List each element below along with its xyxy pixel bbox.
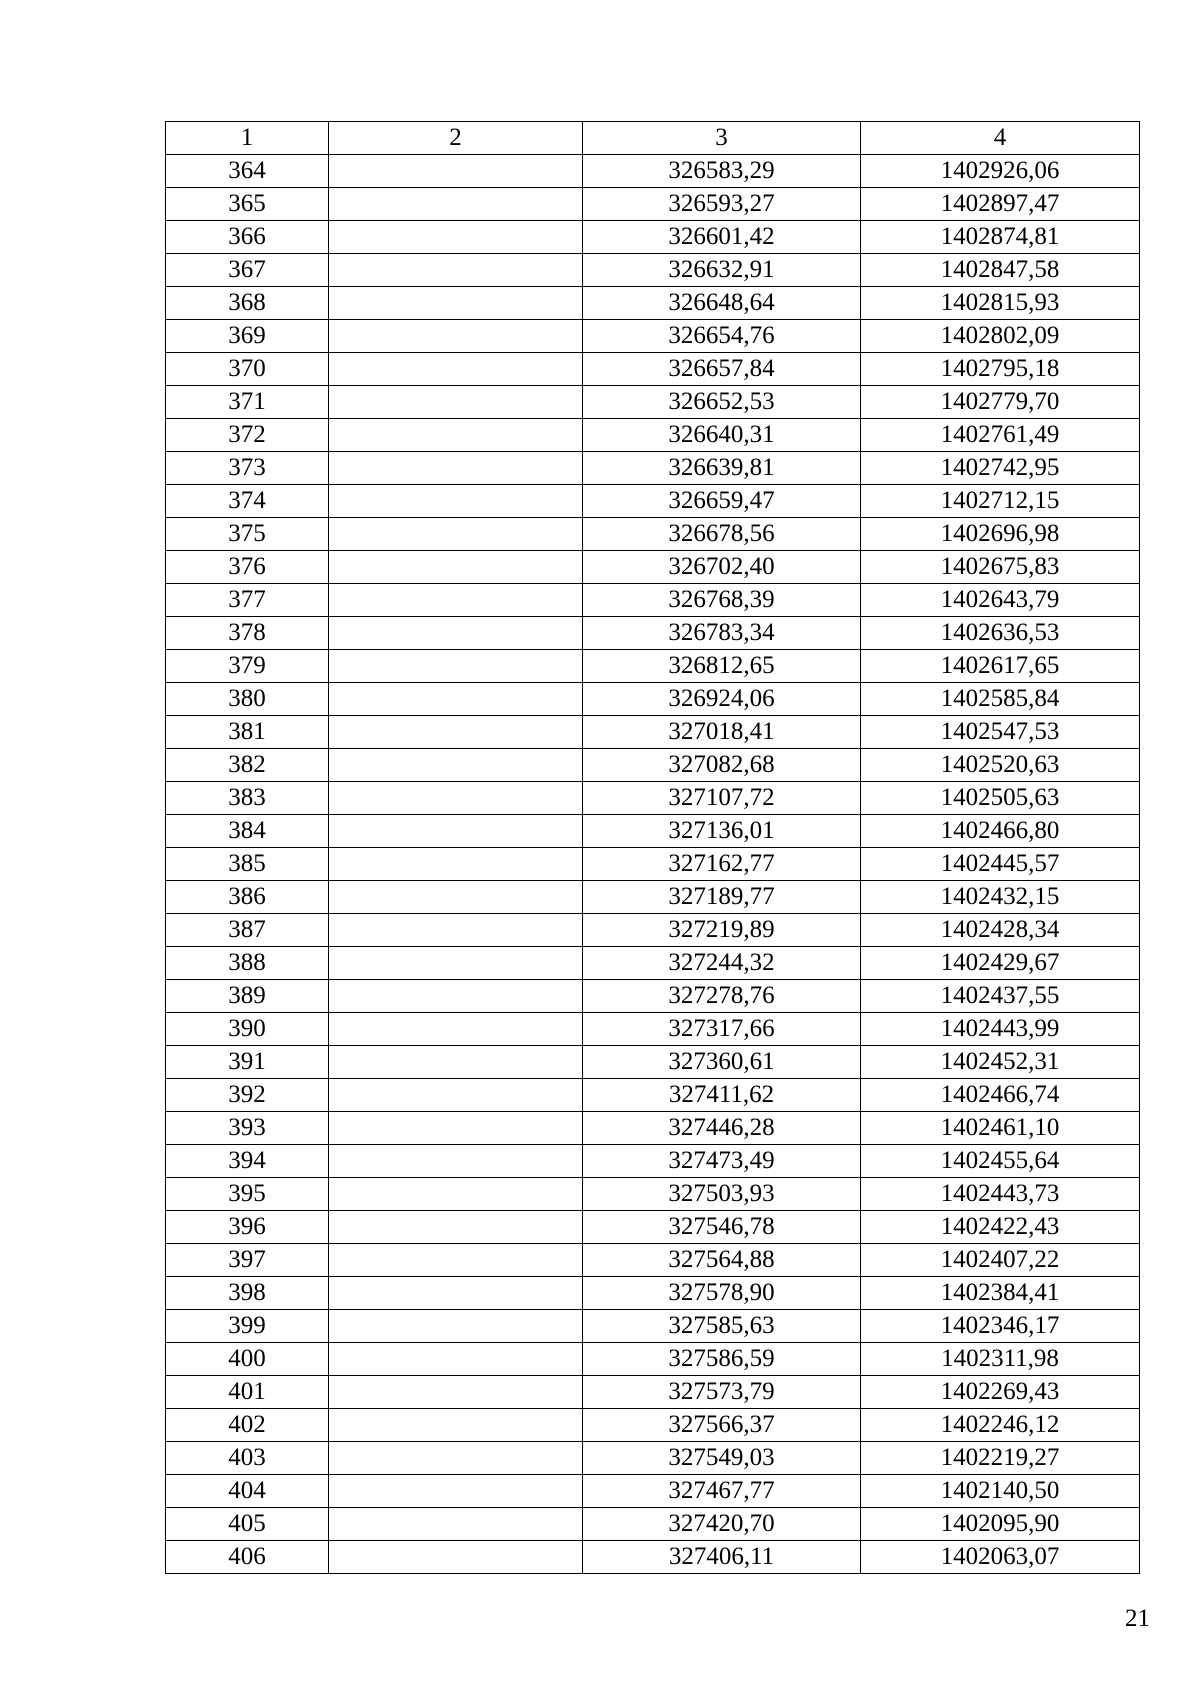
x-coordinate-cell: 327546,78 bbox=[583, 1211, 861, 1244]
x-coordinate-cell: 326640,31 bbox=[583, 419, 861, 452]
x-coordinate-cell: 326783,34 bbox=[583, 617, 861, 650]
description-cell bbox=[329, 1475, 583, 1508]
y-coordinate-cell: 1402461,10 bbox=[861, 1112, 1140, 1145]
description-cell bbox=[329, 914, 583, 947]
point-number-cell: 402 bbox=[166, 1409, 329, 1442]
point-number-cell: 370 bbox=[166, 353, 329, 386]
x-coordinate-cell: 327189,77 bbox=[583, 881, 861, 914]
y-coordinate-cell: 1402874,81 bbox=[861, 221, 1140, 254]
x-coordinate-cell: 326632,91 bbox=[583, 254, 861, 287]
x-coordinate-cell: 326702,40 bbox=[583, 551, 861, 584]
description-cell bbox=[329, 584, 583, 617]
table-row bbox=[166, 1508, 1140, 1541]
point-number-cell: 392 bbox=[166, 1079, 329, 1112]
table-row bbox=[166, 1343, 1140, 1376]
table-row bbox=[166, 584, 1140, 617]
y-coordinate-cell: 1402452,31 bbox=[861, 1046, 1140, 1079]
description-cell bbox=[329, 221, 583, 254]
point-number-cell: 374 bbox=[166, 485, 329, 518]
description-cell bbox=[329, 1376, 583, 1409]
point-number-cell: 400 bbox=[166, 1343, 329, 1376]
y-coordinate-cell: 1402712,15 bbox=[861, 485, 1140, 518]
description-cell bbox=[329, 749, 583, 782]
point-number-cell: 383 bbox=[166, 782, 329, 815]
description-cell bbox=[329, 1145, 583, 1178]
y-coordinate-cell: 1402269,43 bbox=[861, 1376, 1140, 1409]
table-row bbox=[166, 914, 1140, 947]
y-coordinate-cell: 1402443,99 bbox=[861, 1013, 1140, 1046]
table-header bbox=[166, 122, 1140, 155]
y-coordinate-cell: 1402585,84 bbox=[861, 683, 1140, 716]
x-coordinate-cell: 327566,37 bbox=[583, 1409, 861, 1442]
coordinates-table bbox=[165, 121, 1140, 1574]
point-number-cell: 378 bbox=[166, 617, 329, 650]
x-coordinate-cell: 327473,49 bbox=[583, 1145, 861, 1178]
point-number-cell: 381 bbox=[166, 716, 329, 749]
table-row bbox=[166, 1376, 1140, 1409]
table-row bbox=[166, 287, 1140, 320]
point-number-cell: 384 bbox=[166, 815, 329, 848]
description-cell bbox=[329, 386, 583, 419]
description-cell bbox=[329, 1046, 583, 1079]
table-row bbox=[166, 221, 1140, 254]
point-number-cell: 398 bbox=[166, 1277, 329, 1310]
y-coordinate-cell: 1402742,95 bbox=[861, 452, 1140, 485]
x-coordinate-cell: 327564,88 bbox=[583, 1244, 861, 1277]
description-cell bbox=[329, 716, 583, 749]
header-cell-2: 2 bbox=[329, 122, 583, 155]
point-number-cell: 372 bbox=[166, 419, 329, 452]
table-row bbox=[166, 1244, 1140, 1277]
description-cell bbox=[329, 1244, 583, 1277]
description-cell bbox=[329, 485, 583, 518]
point-number-cell: 390 bbox=[166, 1013, 329, 1046]
table-row bbox=[166, 419, 1140, 452]
description-cell bbox=[329, 1343, 583, 1376]
y-coordinate-cell: 1402246,12 bbox=[861, 1409, 1140, 1442]
table-row bbox=[166, 1013, 1140, 1046]
point-number-cell: 368 bbox=[166, 287, 329, 320]
description-cell bbox=[329, 1178, 583, 1211]
description-cell bbox=[329, 188, 583, 221]
x-coordinate-cell: 326657,84 bbox=[583, 353, 861, 386]
x-coordinate-cell: 327420,70 bbox=[583, 1508, 861, 1541]
page-number: 21 bbox=[1125, 1605, 1150, 1632]
description-cell bbox=[329, 1409, 583, 1442]
description-cell bbox=[329, 848, 583, 881]
y-coordinate-cell: 1402547,53 bbox=[861, 716, 1140, 749]
table-row bbox=[166, 518, 1140, 551]
y-coordinate-cell: 1402095,90 bbox=[861, 1508, 1140, 1541]
y-coordinate-cell: 1402520,63 bbox=[861, 749, 1140, 782]
table-row bbox=[166, 1541, 1140, 1574]
description-cell bbox=[329, 1112, 583, 1145]
description-cell bbox=[329, 980, 583, 1013]
x-coordinate-cell: 327549,03 bbox=[583, 1442, 861, 1475]
y-coordinate-cell: 1402455,64 bbox=[861, 1145, 1140, 1178]
table-row bbox=[166, 815, 1140, 848]
x-coordinate-cell: 327244,32 bbox=[583, 947, 861, 980]
header-cell-1: 1 bbox=[166, 122, 329, 155]
table-row bbox=[166, 1277, 1140, 1310]
header-cell-3: 3 bbox=[583, 122, 861, 155]
y-coordinate-cell: 1402617,65 bbox=[861, 650, 1140, 683]
description-cell bbox=[329, 155, 583, 188]
description-cell bbox=[329, 815, 583, 848]
point-number-cell: 379 bbox=[166, 650, 329, 683]
y-coordinate-cell: 1402897,47 bbox=[861, 188, 1140, 221]
x-coordinate-cell: 326648,64 bbox=[583, 287, 861, 320]
point-number-cell: 380 bbox=[166, 683, 329, 716]
y-coordinate-cell: 1402063,07 bbox=[861, 1541, 1140, 1574]
point-number-cell: 367 bbox=[166, 254, 329, 287]
description-cell bbox=[329, 1277, 583, 1310]
table-row bbox=[166, 1310, 1140, 1343]
point-number-cell: 371 bbox=[166, 386, 329, 419]
y-coordinate-cell: 1402696,98 bbox=[861, 518, 1140, 551]
table-row bbox=[166, 749, 1140, 782]
description-cell bbox=[329, 320, 583, 353]
table-row bbox=[166, 1442, 1140, 1475]
table-row bbox=[166, 1145, 1140, 1178]
table-row bbox=[166, 188, 1140, 221]
description-cell bbox=[329, 1508, 583, 1541]
table-row bbox=[166, 716, 1140, 749]
point-number-cell: 386 bbox=[166, 881, 329, 914]
point-number-cell: 404 bbox=[166, 1475, 329, 1508]
description-cell bbox=[329, 254, 583, 287]
table-row bbox=[166, 1475, 1140, 1508]
table-row bbox=[166, 980, 1140, 1013]
point-number-cell: 403 bbox=[166, 1442, 329, 1475]
point-number-cell: 391 bbox=[166, 1046, 329, 1079]
description-cell bbox=[329, 419, 583, 452]
point-number-cell: 387 bbox=[166, 914, 329, 947]
table-row bbox=[166, 1211, 1140, 1244]
point-number-cell: 366 bbox=[166, 221, 329, 254]
description-cell bbox=[329, 947, 583, 980]
point-number-cell: 364 bbox=[166, 155, 329, 188]
x-coordinate-cell: 327219,89 bbox=[583, 914, 861, 947]
header-row bbox=[166, 122, 1140, 155]
x-coordinate-cell: 327317,66 bbox=[583, 1013, 861, 1046]
description-cell bbox=[329, 551, 583, 584]
point-number-cell: 401 bbox=[166, 1376, 329, 1409]
point-number-cell: 385 bbox=[166, 848, 329, 881]
y-coordinate-cell: 1402505,63 bbox=[861, 782, 1140, 815]
y-coordinate-cell: 1402926,06 bbox=[861, 155, 1140, 188]
y-coordinate-cell: 1402428,34 bbox=[861, 914, 1140, 947]
x-coordinate-cell: 326652,53 bbox=[583, 386, 861, 419]
x-coordinate-cell: 327018,41 bbox=[583, 716, 861, 749]
y-coordinate-cell: 1402675,83 bbox=[861, 551, 1140, 584]
description-cell bbox=[329, 1442, 583, 1475]
x-coordinate-cell: 327411,62 bbox=[583, 1079, 861, 1112]
y-coordinate-cell: 1402636,53 bbox=[861, 617, 1140, 650]
x-coordinate-cell: 326812,65 bbox=[583, 650, 861, 683]
x-coordinate-cell: 327278,76 bbox=[583, 980, 861, 1013]
x-coordinate-cell: 326593,27 bbox=[583, 188, 861, 221]
table-row bbox=[166, 782, 1140, 815]
y-coordinate-cell: 1402815,93 bbox=[861, 287, 1140, 320]
table-row bbox=[166, 353, 1140, 386]
table-row bbox=[166, 254, 1140, 287]
point-number-cell: 377 bbox=[166, 584, 329, 617]
x-coordinate-cell: 327446,28 bbox=[583, 1112, 861, 1145]
y-coordinate-cell: 1402219,27 bbox=[861, 1442, 1140, 1475]
x-coordinate-cell: 327082,68 bbox=[583, 749, 861, 782]
point-number-cell: 389 bbox=[166, 980, 329, 1013]
y-coordinate-cell: 1402643,79 bbox=[861, 584, 1140, 617]
y-coordinate-cell: 1402437,55 bbox=[861, 980, 1140, 1013]
point-number-cell: 382 bbox=[166, 749, 329, 782]
x-coordinate-cell: 327406,11 bbox=[583, 1541, 861, 1574]
table-row bbox=[166, 155, 1140, 188]
y-coordinate-cell: 1402311,98 bbox=[861, 1343, 1140, 1376]
description-cell bbox=[329, 683, 583, 716]
x-coordinate-cell: 327586,59 bbox=[583, 1343, 861, 1376]
table-row bbox=[166, 452, 1140, 485]
description-cell bbox=[329, 881, 583, 914]
table-row bbox=[166, 881, 1140, 914]
y-coordinate-cell: 1402140,50 bbox=[861, 1475, 1140, 1508]
description-cell bbox=[329, 287, 583, 320]
table-row bbox=[166, 485, 1140, 518]
point-number-cell: 393 bbox=[166, 1112, 329, 1145]
x-coordinate-cell: 326583,29 bbox=[583, 155, 861, 188]
description-cell bbox=[329, 1310, 583, 1343]
point-number-cell: 399 bbox=[166, 1310, 329, 1343]
point-number-cell: 388 bbox=[166, 947, 329, 980]
table-row bbox=[166, 1178, 1140, 1211]
table-row bbox=[166, 1409, 1140, 1442]
description-cell bbox=[329, 1211, 583, 1244]
table-row bbox=[166, 683, 1140, 716]
x-coordinate-cell: 326601,42 bbox=[583, 221, 861, 254]
y-coordinate-cell: 1402445,57 bbox=[861, 848, 1140, 881]
y-coordinate-cell: 1402779,70 bbox=[861, 386, 1140, 419]
table-row bbox=[166, 386, 1140, 419]
y-coordinate-cell: 1402466,74 bbox=[861, 1079, 1140, 1112]
table-row bbox=[166, 848, 1140, 881]
y-coordinate-cell: 1402466,80 bbox=[861, 815, 1140, 848]
x-coordinate-cell: 326659,47 bbox=[583, 485, 861, 518]
table-row bbox=[166, 1112, 1140, 1145]
description-cell bbox=[329, 1079, 583, 1112]
x-coordinate-cell: 327578,90 bbox=[583, 1277, 861, 1310]
point-number-cell: 369 bbox=[166, 320, 329, 353]
y-coordinate-cell: 1402847,58 bbox=[861, 254, 1140, 287]
point-number-cell: 396 bbox=[166, 1211, 329, 1244]
x-coordinate-cell: 327107,72 bbox=[583, 782, 861, 815]
description-cell bbox=[329, 617, 583, 650]
point-number-cell: 394 bbox=[166, 1145, 329, 1178]
x-coordinate-cell: 326678,56 bbox=[583, 518, 861, 551]
table-row bbox=[166, 1079, 1140, 1112]
point-number-cell: 376 bbox=[166, 551, 329, 584]
description-cell bbox=[329, 1013, 583, 1046]
table-row bbox=[166, 617, 1140, 650]
point-number-cell: 365 bbox=[166, 188, 329, 221]
y-coordinate-cell: 1402761,49 bbox=[861, 419, 1140, 452]
y-coordinate-cell: 1402429,67 bbox=[861, 947, 1140, 980]
x-coordinate-cell: 326654,76 bbox=[583, 320, 861, 353]
header-cell-4: 4 bbox=[861, 122, 1140, 155]
table-row bbox=[166, 650, 1140, 683]
description-cell bbox=[329, 518, 583, 551]
y-coordinate-cell: 1402384,41 bbox=[861, 1277, 1140, 1310]
x-coordinate-cell: 327503,93 bbox=[583, 1178, 861, 1211]
x-coordinate-cell: 327360,61 bbox=[583, 1046, 861, 1079]
x-coordinate-cell: 327162,77 bbox=[583, 848, 861, 881]
y-coordinate-cell: 1402407,22 bbox=[861, 1244, 1140, 1277]
table-row bbox=[166, 947, 1140, 980]
point-number-cell: 397 bbox=[166, 1244, 329, 1277]
x-coordinate-cell: 327573,79 bbox=[583, 1376, 861, 1409]
y-coordinate-cell: 1402443,73 bbox=[861, 1178, 1140, 1211]
y-coordinate-cell: 1402802,09 bbox=[861, 320, 1140, 353]
point-number-cell: 395 bbox=[166, 1178, 329, 1211]
description-cell bbox=[329, 782, 583, 815]
description-cell bbox=[329, 353, 583, 386]
x-coordinate-cell: 326768,39 bbox=[583, 584, 861, 617]
x-coordinate-cell: 327585,63 bbox=[583, 1310, 861, 1343]
y-coordinate-cell: 1402432,15 bbox=[861, 881, 1140, 914]
table-row bbox=[166, 1046, 1140, 1079]
x-coordinate-cell: 326924,06 bbox=[583, 683, 861, 716]
table-row bbox=[166, 551, 1140, 584]
description-cell bbox=[329, 650, 583, 683]
x-coordinate-cell: 327136,01 bbox=[583, 815, 861, 848]
description-cell bbox=[329, 1541, 583, 1574]
table-row bbox=[166, 320, 1140, 353]
y-coordinate-cell: 1402346,17 bbox=[861, 1310, 1140, 1343]
table-body bbox=[166, 155, 1140, 1574]
x-coordinate-cell: 327467,77 bbox=[583, 1475, 861, 1508]
description-cell bbox=[329, 452, 583, 485]
y-coordinate-cell: 1402422,43 bbox=[861, 1211, 1140, 1244]
point-number-cell: 405 bbox=[166, 1508, 329, 1541]
point-number-cell: 373 bbox=[166, 452, 329, 485]
point-number-cell: 375 bbox=[166, 518, 329, 551]
point-number-cell: 406 bbox=[166, 1541, 329, 1574]
y-coordinate-cell: 1402795,18 bbox=[861, 353, 1140, 386]
x-coordinate-cell: 326639,81 bbox=[583, 452, 861, 485]
